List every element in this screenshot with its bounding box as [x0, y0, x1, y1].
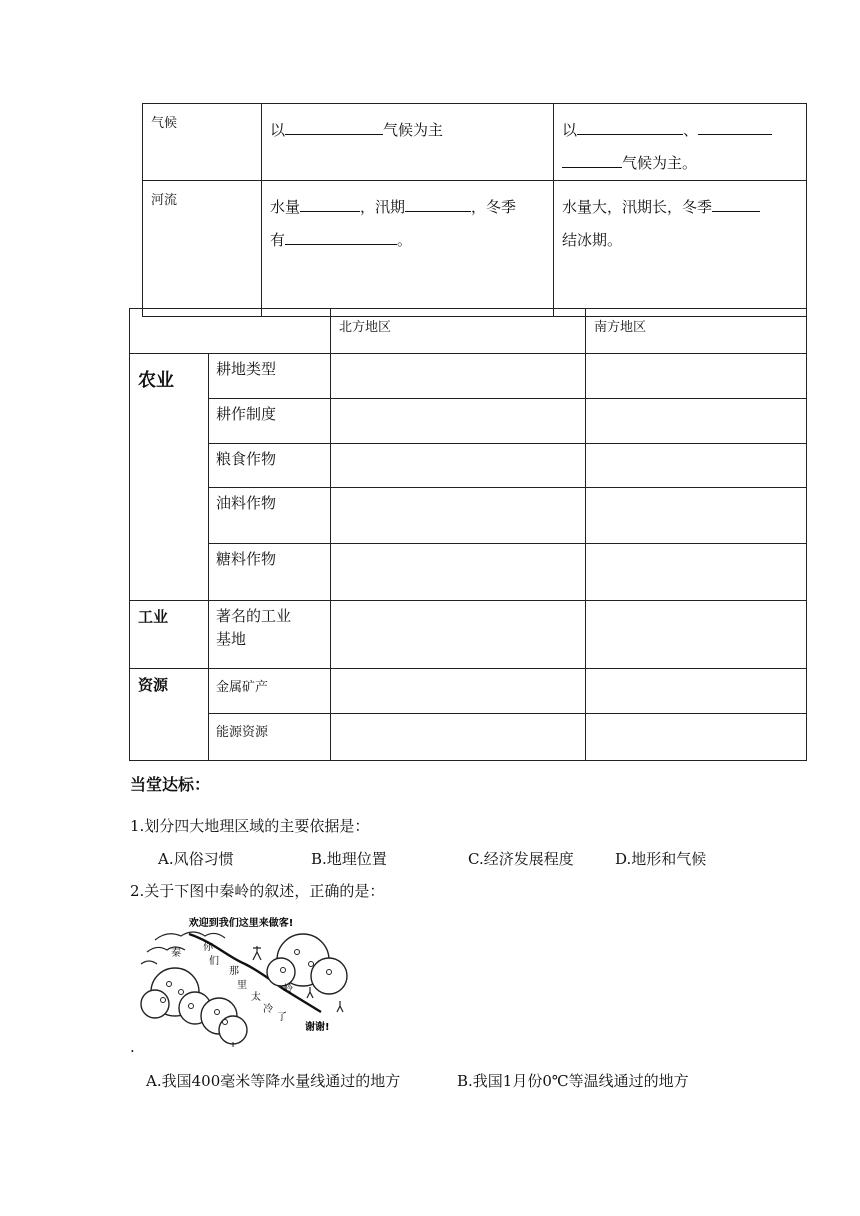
answer-cell[interactable] — [331, 601, 586, 669]
answer-blank[interactable] — [300, 194, 360, 212]
climate-north-cell — [262, 104, 554, 181]
text-fragment: ，冬季 — [471, 198, 517, 216]
answer-cell[interactable] — [331, 669, 586, 714]
text-fragment: 气候为主。 — [622, 154, 698, 172]
q2-option-a[interactable]: A.我国400毫米等降水量线通过的地方 — [146, 1072, 401, 1090]
row-label-river: 河流 — [143, 181, 262, 317]
river-north-cell — [262, 181, 554, 317]
answer-cell[interactable] — [586, 444, 807, 488]
figure-word: 谢谢! — [305, 1022, 330, 1033]
figure-word: 岭 — [283, 984, 293, 995]
answer-cell[interactable] — [586, 354, 807, 399]
question-1-text: 1.划分四大地理区域的主要依据是： — [130, 817, 370, 835]
figure-word: 里 — [237, 980, 247, 991]
answer-blank[interactable] — [577, 117, 683, 135]
climate-river-table — [142, 103, 807, 317]
item-oil-crops: 油料作物 — [209, 488, 331, 544]
text-line: 基地 — [216, 630, 247, 648]
figure-word: 冷 — [263, 1004, 273, 1015]
river-south-cell — [554, 181, 807, 317]
figure-word: 们 — [209, 956, 219, 967]
figure-word: 了 — [277, 1012, 287, 1023]
text-fragment: 、 — [683, 121, 699, 139]
answer-cell[interactable] — [331, 354, 586, 399]
answer-cell[interactable] — [331, 488, 586, 544]
item-energy-resources: 能源资源 — [209, 714, 331, 761]
header-south: 南方地区 — [586, 309, 807, 354]
category-resources: 资源 — [130, 669, 209, 761]
text-fragment: 结冰期。 — [562, 231, 623, 249]
section-title: 当堂达标： — [130, 775, 211, 794]
figure-dot: . — [130, 1038, 135, 1056]
row-label-climate: 气候 — [143, 104, 262, 181]
text-fragment: 。 — [397, 231, 413, 249]
item-industrial-bases — [209, 601, 331, 669]
answer-cell[interactable] — [331, 399, 586, 444]
answer-blank[interactable] — [405, 194, 471, 212]
answer-cell[interactable] — [586, 399, 807, 444]
answer-cell[interactable] — [586, 669, 807, 714]
header-north: 北方地区 — [331, 309, 586, 354]
text-fragment: 以 — [270, 121, 286, 139]
answer-cell[interactable] — [586, 601, 807, 669]
answer-blank[interactable] — [562, 150, 622, 168]
answer-blank[interactable] — [285, 117, 383, 135]
item-grain-crops: 粮食作物 — [209, 444, 331, 488]
text-fragment: 以 — [562, 121, 578, 139]
figure-word: 秦 — [171, 948, 181, 959]
text-fragment: 水量大，汛期长，冬季 — [562, 198, 713, 216]
answer-cell[interactable] — [586, 714, 807, 761]
text-fragment: ，汛期 — [360, 198, 406, 216]
figure-word: 那 — [229, 966, 239, 977]
answer-blank[interactable] — [285, 227, 397, 245]
item-cropland-type: 耕地类型 — [209, 354, 331, 399]
text-fragment: 水量 — [270, 198, 301, 216]
answer-cell[interactable] — [331, 714, 586, 761]
north-south-comparison-table — [129, 308, 807, 761]
climate-south-cell — [554, 104, 807, 181]
figure-word: 你 — [203, 942, 213, 953]
qinling-cartoon-figure — [133, 912, 353, 1047]
text-fragment: 有 — [270, 231, 286, 249]
answer-cell[interactable] — [586, 488, 807, 544]
answer-cell[interactable] — [331, 444, 586, 488]
q2-option-b[interactable]: B.我国1月份0℃等温线通过的地方 — [457, 1072, 689, 1090]
item-metal-minerals: 金属矿产 — [209, 669, 331, 714]
answer-cell[interactable] — [586, 544, 807, 601]
header-empty-cell — [130, 309, 331, 354]
category-agriculture: 农业 — [130, 354, 209, 601]
item-sugar-crops: 糖料作物 — [209, 544, 331, 601]
q1-option-d[interactable]: D.地形和气候 — [615, 850, 707, 868]
q1-option-b[interactable]: B.地理位置 — [311, 850, 387, 868]
category-industry: 工业 — [130, 601, 209, 669]
item-farming-system: 耕作制度 — [209, 399, 331, 444]
q1-option-c[interactable]: C.经济发展程度 — [468, 850, 574, 868]
answer-blank[interactable] — [712, 194, 760, 212]
text-fragment: 气候为主 — [383, 121, 444, 139]
figure-word: 太 — [251, 992, 261, 1003]
answer-cell[interactable] — [331, 544, 586, 601]
figure-caption: 欢迎到我们这里来做客! — [188, 918, 294, 929]
question-2-text: 2.关于下图中秦岭的叙述，正确的是： — [130, 882, 385, 900]
q1-option-a[interactable]: A.风俗习惯 — [158, 850, 234, 868]
text-line: 著名的工业 — [216, 607, 292, 625]
answer-blank[interactable] — [698, 117, 772, 135]
